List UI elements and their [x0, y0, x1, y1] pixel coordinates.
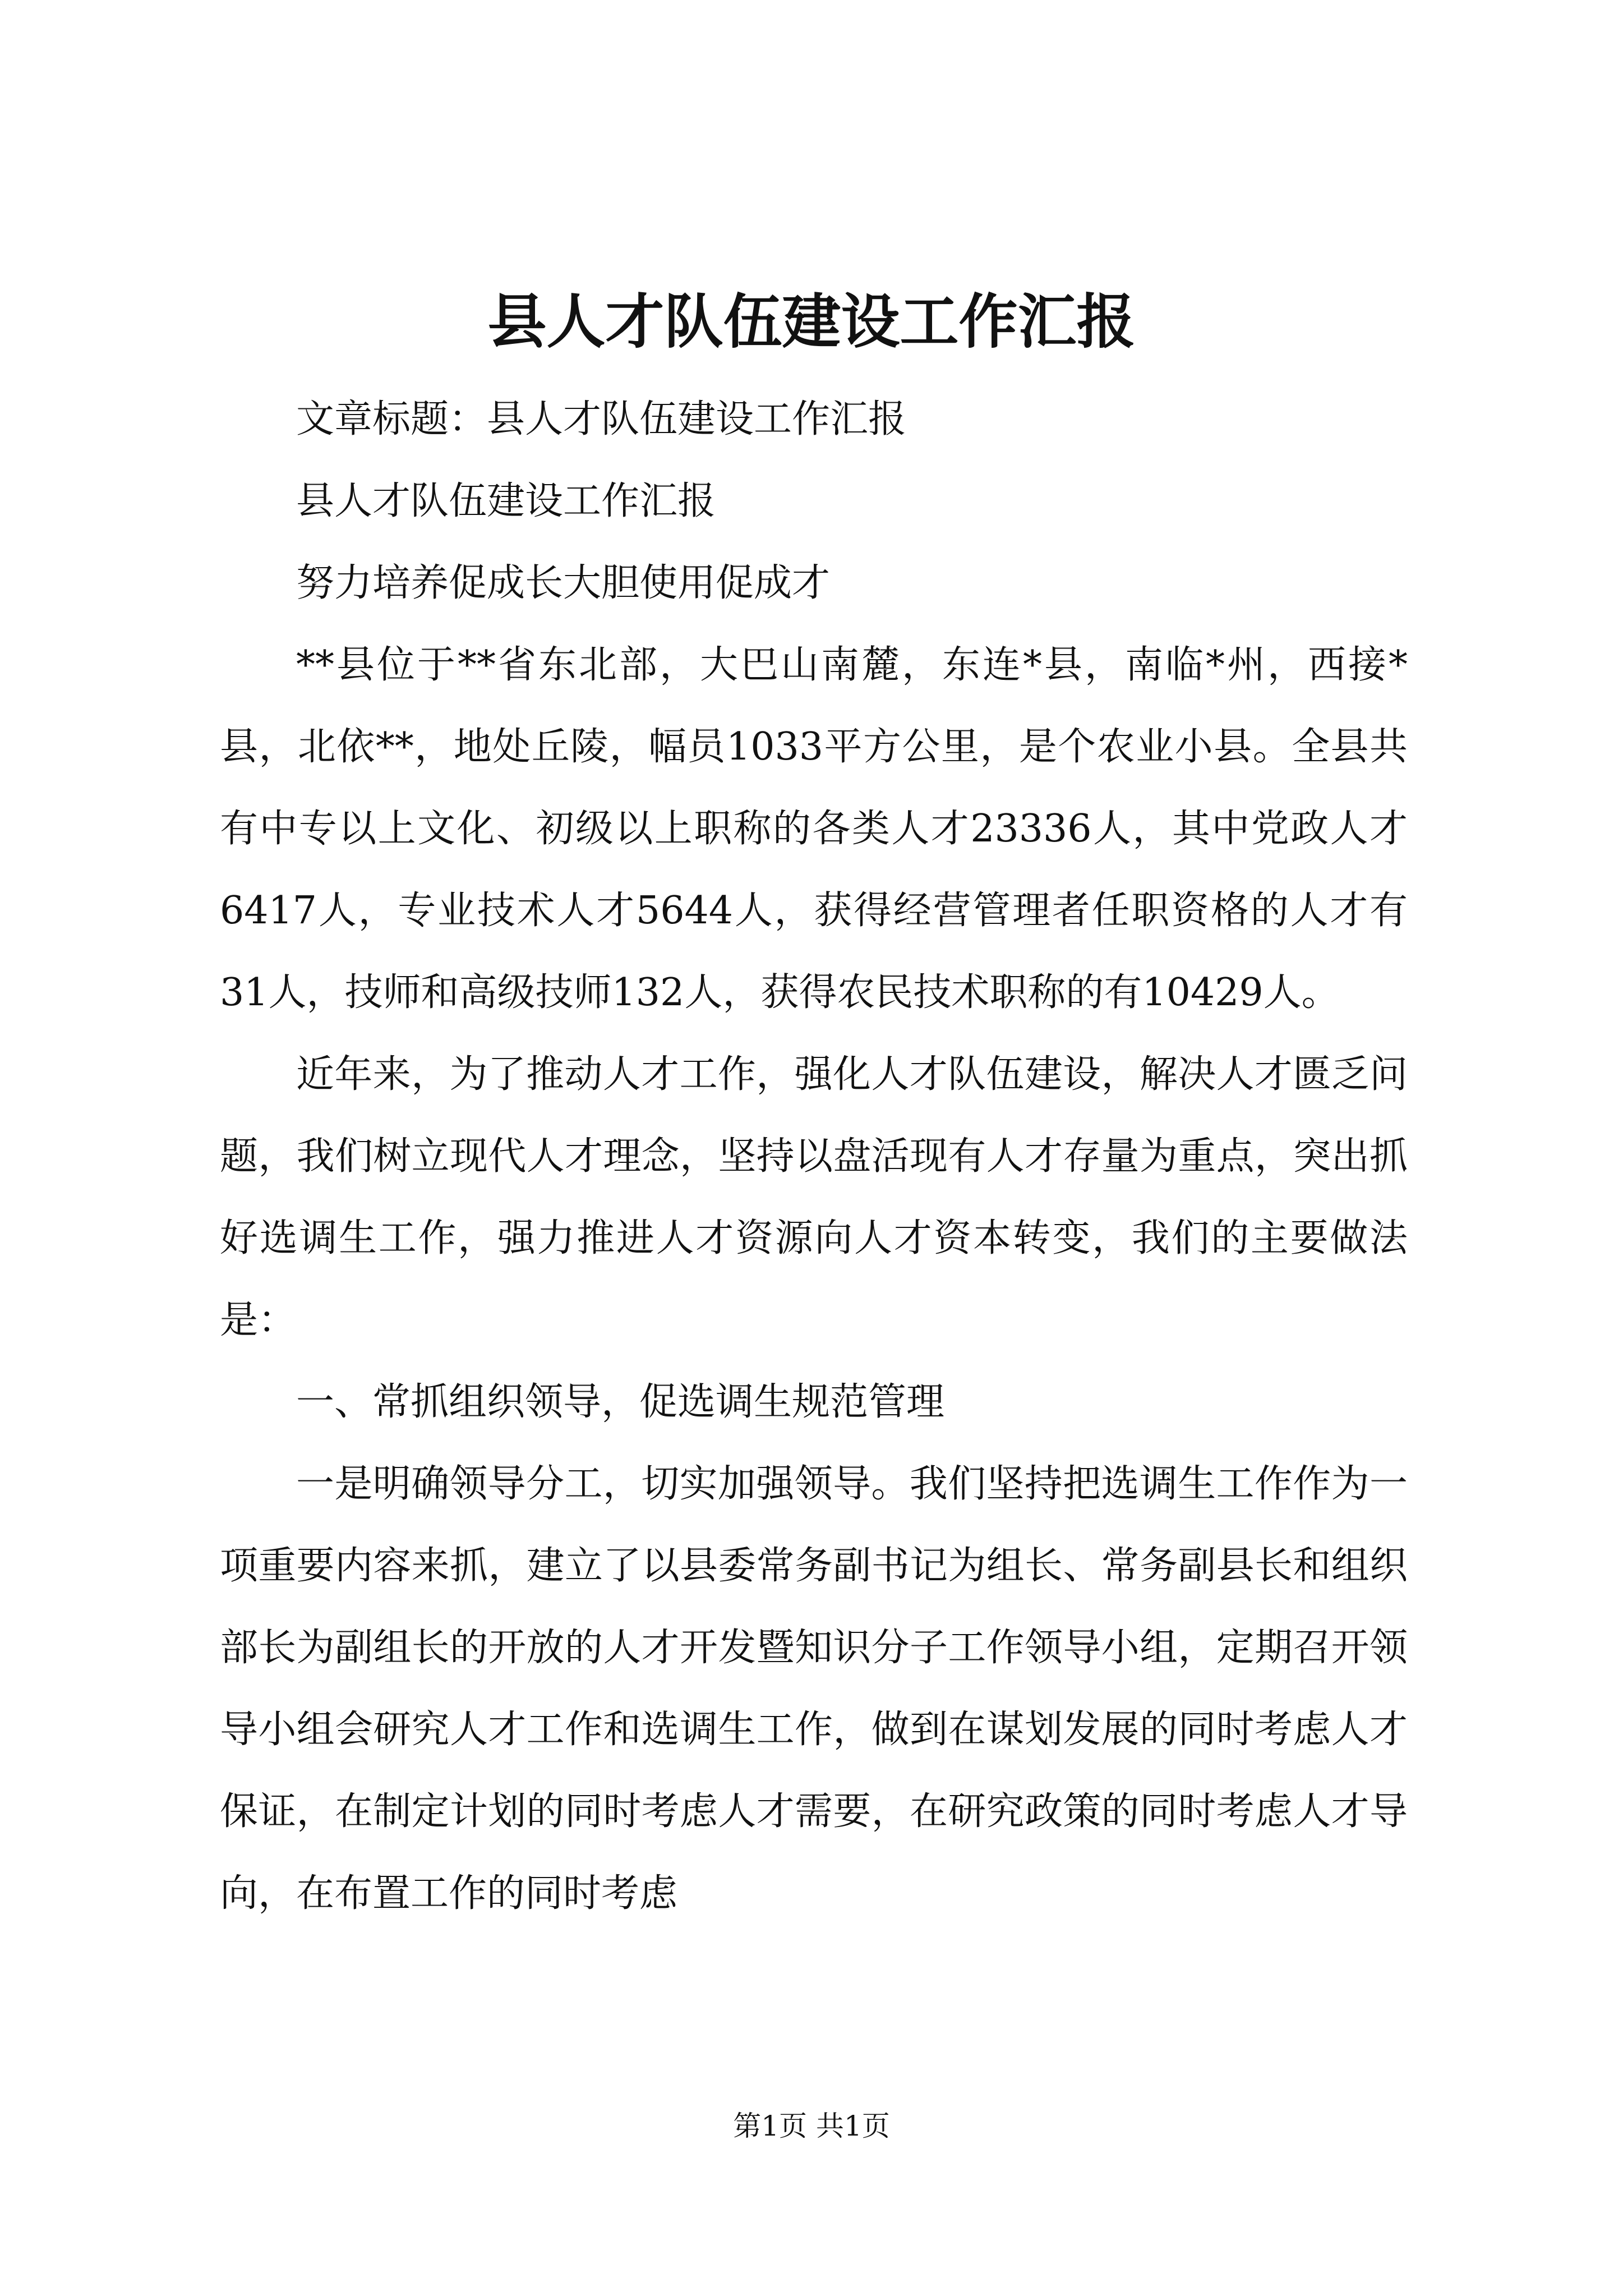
page-footer: 第1页 共1页: [733, 2110, 890, 2142]
paragraph-leadership: 一是明确领导分工，切实加强领导。我们坚持把选调生工作作为一项重要内容来抓，建立了以县委常务副书记为组长、常务副县长和组织部长为副组长的开放的人才开发暨知识分子工作领导小组，定期召开领导小组会研究人才工作和选调生工作，做到在谋划发展的同时考虑人才保证，在制定计划的同时考虑人才需要，在研究政策的同时考虑人才导向，在布置工作的同时考虑: [220, 1462, 1408, 1916]
document-title: 县人才队伍建设工作汇报: [487, 287, 1136, 356]
paragraph-county-overview: **县位于**省东北部，大巴山南麓，东连*县，南临*州，西接*县，北依**，地处丘陵，幅员1033平方公里，是个农业小县。全县共有中专以上文化、初级以上职称的各类人才23336人，其中党政人才6417人，专业技术人才5644人，获得经营管理者任职资格的人才有31人，技师和高级技师132人，获得农民技术职称的有10429人。: [220, 643, 1408, 1015]
section-heading-1: 一、常抓组织领导，促选调生规范管理: [296, 1380, 945, 1424]
document-body: [220, 379, 1408, 1935]
paragraph-slogan: 努力培养促成长大胆使用促成才: [296, 561, 831, 605]
paragraph-article-title: 文章标题：县人才队伍建设工作汇报: [296, 397, 907, 441]
paragraph-subtitle: 县人才队伍建设工作汇报: [296, 479, 716, 523]
paragraph-introduction: 近年来，为了推动人才工作，强化人才队伍建设，解决人才匮乏问题，我们树立现代人才理念，坚持以盘活现有人才存量为重点，突出抓好选调生工作，强力推进人才资源向人才资本转变，我们的主要做法是：: [220, 1052, 1408, 1342]
